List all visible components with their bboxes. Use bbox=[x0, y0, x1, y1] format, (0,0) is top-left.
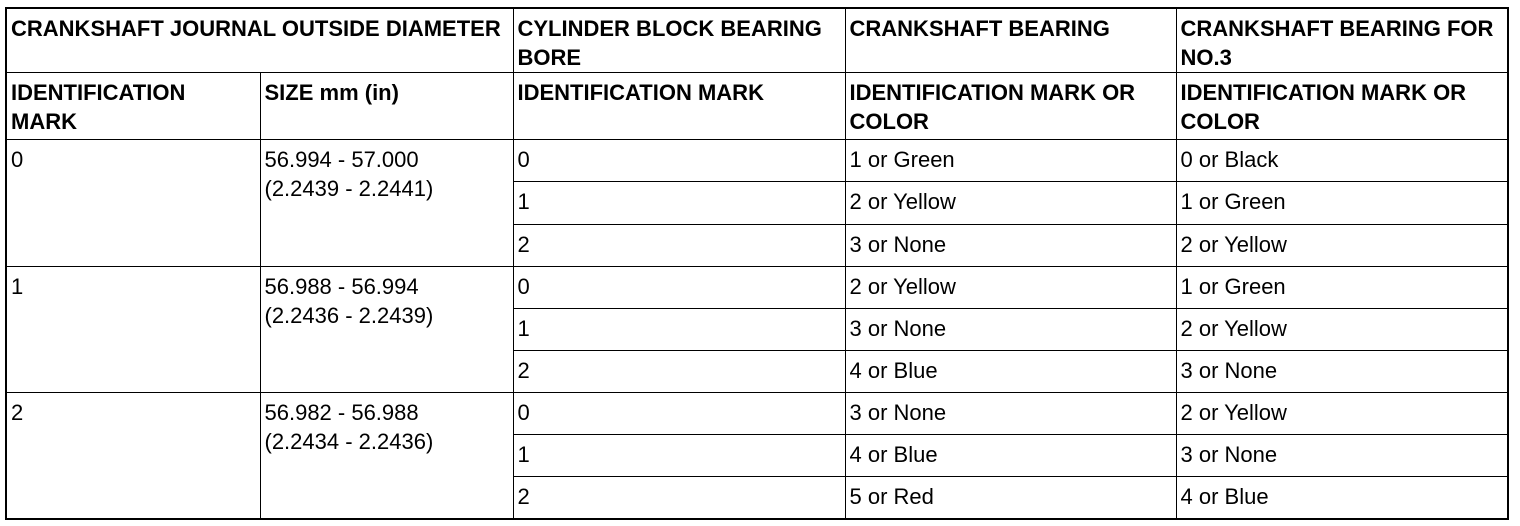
header-bearing-id: IDENTIFICATION MARK OR COLOR bbox=[845, 73, 1176, 140]
header-id-mark: IDENTIFICATION MARK bbox=[6, 73, 260, 140]
journal-size-cell bbox=[260, 393, 513, 519]
bearing-no3-cell: 1 or Green bbox=[1176, 182, 1508, 224]
header-block-bore: CYLINDER BLOCK BEARING BORE bbox=[513, 8, 845, 73]
header-row-1 bbox=[6, 8, 1508, 73]
bore-mark-cell: 2 bbox=[513, 350, 845, 392]
bore-mark-cell: 0 bbox=[513, 266, 845, 308]
bearing-cell: 5 or Red bbox=[845, 477, 1176, 519]
bore-mark-cell: 0 bbox=[513, 393, 845, 435]
journal-mark-cell: 2 bbox=[6, 393, 260, 519]
header-bearing-no3: CRANKSHAFT BEARING FOR NO.3 bbox=[1176, 8, 1508, 73]
size-mm: 56.994 - 57.000 bbox=[264, 147, 419, 173]
size-in: (2.2436 - 2.2439) bbox=[264, 302, 434, 328]
size-in: (2.2434 - 2.2436) bbox=[264, 429, 434, 455]
journal-mark-cell: 1 bbox=[6, 266, 260, 392]
bearing-cell: 3 or None bbox=[845, 393, 1176, 435]
journal-size-cell bbox=[260, 140, 513, 266]
header-bearing: CRANKSHAFT BEARING bbox=[845, 8, 1176, 73]
bore-mark-cell: 1 bbox=[513, 435, 845, 477]
bearing-no3-cell: 0 or Black bbox=[1176, 140, 1508, 182]
bearing-no3-cell: 2 or Yellow bbox=[1176, 308, 1508, 350]
bearing-no3-cell: 3 or None bbox=[1176, 350, 1508, 392]
header-journal-od: CRANKSHAFT JOURNAL OUTSIDE DIAMETER bbox=[6, 8, 513, 73]
header-row-2 bbox=[6, 73, 1508, 140]
bearing-cell: 1 or Green bbox=[845, 140, 1176, 182]
bearing-no3-cell: 3 or None bbox=[1176, 435, 1508, 477]
bore-mark-cell: 1 bbox=[513, 308, 845, 350]
bearing-no3-cell: 2 or Yellow bbox=[1176, 393, 1508, 435]
table-row bbox=[6, 140, 1508, 182]
bearing-cell: 2 or Yellow bbox=[845, 182, 1176, 224]
bearing-no3-cell: 4 or Blue bbox=[1176, 477, 1508, 519]
bearing-cell: 3 or None bbox=[845, 308, 1176, 350]
bore-mark-cell: 1 bbox=[513, 182, 845, 224]
bearing-cell: 3 or None bbox=[845, 224, 1176, 266]
journal-mark-cell: 0 bbox=[6, 140, 260, 266]
size-in: (2.2439 - 2.2441) bbox=[264, 176, 434, 202]
table-row bbox=[6, 393, 1508, 435]
table-row bbox=[6, 266, 1508, 308]
header-block-id-mark: IDENTIFICATION MARK bbox=[513, 73, 845, 140]
bore-mark-cell: 2 bbox=[513, 224, 845, 266]
bearing-no3-cell: 2 or Yellow bbox=[1176, 224, 1508, 266]
bore-mark-cell: 2 bbox=[513, 477, 845, 519]
bearing-cell: 2 or Yellow bbox=[845, 266, 1176, 308]
journal-size-cell bbox=[260, 266, 513, 392]
header-size: SIZE mm (in) bbox=[260, 73, 513, 140]
size-mm: 56.988 - 56.994 bbox=[264, 273, 419, 299]
size-mm: 56.982 - 56.988 bbox=[264, 400, 419, 426]
bearing-cell: 4 or Blue bbox=[845, 350, 1176, 392]
bearing-cell: 4 or Blue bbox=[845, 435, 1176, 477]
bore-mark-cell: 0 bbox=[513, 140, 845, 182]
bearing-selection-table bbox=[5, 7, 1509, 520]
bearing-no3-cell: 1 or Green bbox=[1176, 266, 1508, 308]
header-bearing-no3-id: IDENTIFICATION MARK OR COLOR bbox=[1176, 73, 1508, 140]
